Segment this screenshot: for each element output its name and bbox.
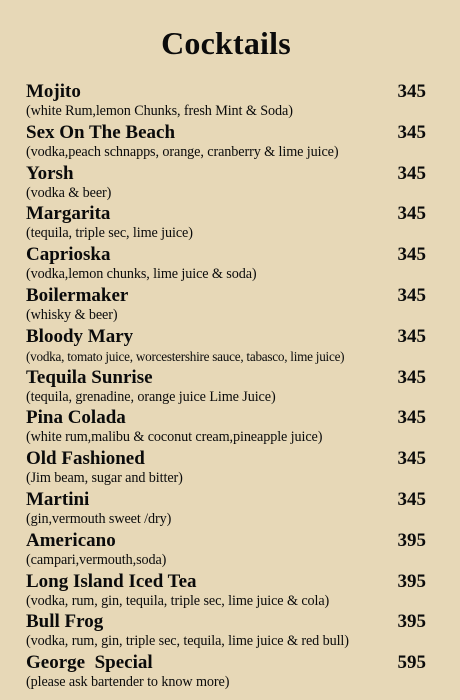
item-description: (white rum,malibu & coconut cream,pineapple juice): [26, 429, 323, 446]
menu-item-row: [26, 81, 426, 103]
item-name: Yorsh: [26, 162, 74, 184]
item-price: 345: [397, 244, 426, 266]
menu-item-row: [26, 285, 426, 307]
item-description: (gin,vermouth sweet /dry): [26, 510, 172, 527]
menu-item-margarita: [26, 203, 426, 244]
menu-item-bloody-mary: [26, 326, 426, 367]
menu-item-boilermaker: [26, 285, 426, 326]
item-name: Tequila Sunrise: [26, 366, 153, 388]
item-description: (vodka,lemon chunks, lime juice & soda): [26, 266, 257, 283]
item-price: 395: [397, 611, 426, 633]
menu-item-bull-frog: [26, 611, 426, 652]
menu-item-pina-colada: [26, 407, 426, 448]
item-name: George Special: [26, 652, 153, 674]
menu-item-americano: [26, 530, 426, 571]
menu-item-row: [26, 489, 426, 511]
menu-item-row: [26, 163, 426, 185]
item-price: 345: [397, 407, 426, 429]
item-name: Americano: [26, 529, 116, 551]
menu-item-old-fashioned: [26, 448, 426, 489]
item-description: (tequila, triple sec, lime juice): [26, 225, 193, 242]
menu-item-row: [26, 122, 426, 144]
item-name: Margarita: [26, 203, 111, 225]
item-price: 395: [397, 570, 426, 592]
item-price: 345: [397, 325, 426, 347]
item-name: Long Island Iced Tea: [26, 570, 197, 592]
item-price: 345: [397, 448, 426, 470]
menu-item-row: [26, 571, 426, 593]
item-description: (please ask bartender to know more): [26, 674, 230, 691]
menu-item-row: [26, 652, 426, 674]
menu-item-george-special: [26, 652, 426, 693]
item-name: Mojito: [26, 81, 81, 102]
item-name: Martini: [26, 488, 90, 510]
item-price: 345: [397, 488, 426, 510]
item-description: (white Rum,lemon Chunks, fresh Mint & Soda): [26, 103, 293, 119]
menu-item-long-island-iced-tea: [26, 571, 426, 612]
item-name: Boilermaker: [26, 284, 129, 306]
menu-item-row: [26, 448, 426, 470]
menu-item-sex-on-the-beach: [26, 122, 426, 163]
item-description: (vodka, rum, gin, triple sec, tequila, lime juice & red bull): [26, 633, 349, 650]
item-price: 345: [397, 81, 426, 102]
menu-item-row: [26, 407, 426, 429]
item-description: (campari,vermouth,soda): [26, 551, 167, 568]
item-description: (vodka,peach schnapps, orange, cranberry & lime juice): [26, 143, 339, 160]
item-price: 345: [397, 162, 426, 184]
item-name: Pina Colada: [26, 407, 126, 429]
menu-item-row: [26, 326, 426, 348]
item-price: 595: [397, 652, 426, 674]
item-description: (tequila, grenadine, orange juice Lime Juice): [26, 388, 276, 405]
item-name: Caprioska: [26, 244, 111, 266]
item-price: 345: [397, 121, 426, 143]
menu-item-tequila-sunrise: [26, 367, 426, 408]
menu-item-mojito: [26, 81, 426, 122]
item-description: (vodka, rum, gin, tequila, triple sec, lime juice & cola): [26, 592, 330, 609]
menu-item-row: [26, 530, 426, 552]
item-name: Sex On The Beach: [26, 121, 176, 143]
item-price: 395: [397, 529, 426, 551]
item-name: Bloody Mary: [26, 325, 134, 347]
item-price: 345: [397, 203, 426, 225]
menu-item-row: [26, 611, 426, 633]
menu-item-row: [26, 367, 426, 389]
item-name: Old Fashioned: [26, 448, 145, 470]
menu-item-yorsh: [26, 163, 426, 204]
item-description: (whisky & beer): [26, 306, 118, 323]
item-description: (vodka, tomato juice, worcestershire sauce, tabasco, lime juice): [26, 348, 345, 364]
item-description: (vodka & beer): [26, 184, 112, 201]
menu-title: Cocktails: [161, 25, 291, 61]
menu-item-row: [26, 203, 426, 225]
item-price: 345: [397, 366, 426, 388]
menu-items-list: [26, 81, 426, 693]
item-name: Bull Frog: [26, 611, 104, 633]
item-price: 345: [397, 284, 426, 306]
item-description: (Jim beam, sugar and bitter): [26, 470, 183, 487]
menu-item-row: [26, 244, 426, 266]
menu-item-caprioska: [26, 244, 426, 285]
menu-item-martini: [26, 489, 426, 530]
